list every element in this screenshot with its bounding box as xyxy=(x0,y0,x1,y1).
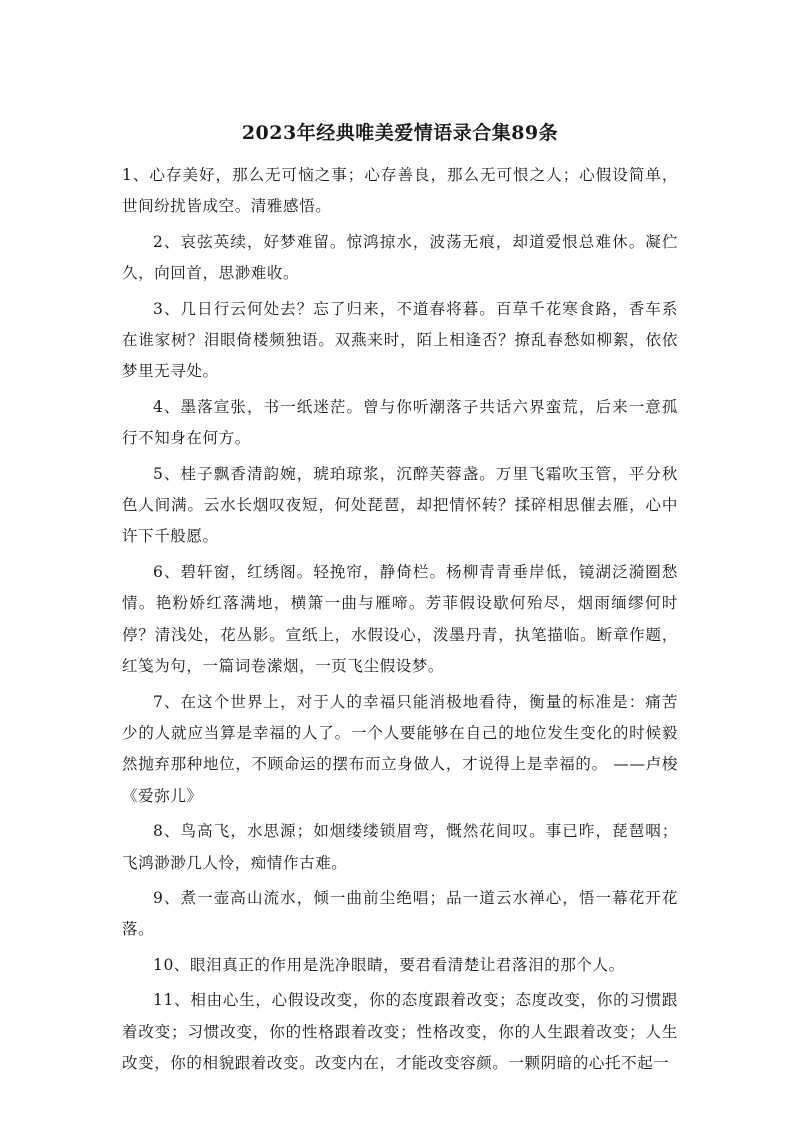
document-page xyxy=(122,118,678,1083)
paragraph-8: 8、鸟高飞，水思源；如烟缕缕锁眉弯，慨然花间叹。事已昨，琵琶咽；飞鸿渺渺几人怜，痴情作古难。 xyxy=(122,822,678,872)
paragraph-7: 7、在这个世界上，对于人的幸福只能消极地看待，衡量的标准是：痛苦少的人就应当算是幸福的人了。一个人要能够在自己的地位发生变化的时候毅然抛弃那种地位，不顾命运的摆布而立身做人，才说得上是幸福的。 ——卢梭《爱弥儿》 xyxy=(122,692,678,805)
paragraph-3: 3、几日行云何处去？忘了归来，不道春将暮。百草千花寒食路，香车系在谁家树？泪眼倚楼频独语。双燕来时，陌上相逢否？撩乱春愁如柳絮，依依梦里无寻处。 xyxy=(122,299,678,381)
paragraph-1: 1、心存美好，那么无可恼之事；心存善良，那么无可恨之人；心假设简单，世间纷扰皆成空。清雅感悟。 xyxy=(122,166,678,216)
paragraph-5: 5、桂子飘香清韵婉，琥珀琼浆，沉醉芙蓉盏。万里飞霜吹玉管，平分秋色人间满。云水长烟叹夜短，何处琵琶，却把情怀转？揉碎相思催去雁，心中许下千般愿。 xyxy=(122,464,678,546)
paragraph-11: 11、相由心生，心假设改变，你的态度跟着改变；态度改变，你的习惯跟着改变；习惯改变，你的性格跟着改变；性格改变，你的人生跟着改变；人生改变，你的相貌跟着改变。改变内在，才能改变容颜。一颗阴暗的心托不起一 xyxy=(122,991,678,1072)
paragraph-4: 4、墨落宣张，书一纸迷茫。曾与你听潮落子共话六界蛮荒，后来一意孤行不知身在何方。 xyxy=(122,397,678,448)
paragraph-10: 10、眼泪真正的作用是洗净眼睛，要君看清楚让君落泪的那个人。 xyxy=(153,955,625,974)
paragraph-9: 9、煮一壶高山流水，倾一曲前尘绝唱；品一道云水禅心，悟一幕花开花落。 xyxy=(122,888,678,939)
paragraph-2: 2、哀弦英续，好梦难留。惊鸿掠水，波荡无痕，却道爱恨总难休。凝伫久，向回首，思渺难收。 xyxy=(122,232,678,283)
document-title: 2023年经典唯美爱情语录合集89条 xyxy=(241,122,559,144)
paragraph-6: 6、碧轩窗，红绣阁。轻挽帘，静倚栏。杨柳青青垂岸低，镜湖泛漪圈愁情。艳粉娇红落满地，横箫一曲与雁啼。芳菲假设歇何殆尽，烟雨缅缪何时停？清浅处，花丛影。宣纸上，水假设心，泼墨丹青，执笔描临。断章作题，红笺为句，一篇词卷潆烟，一页飞尘假设梦。 xyxy=(122,562,678,676)
